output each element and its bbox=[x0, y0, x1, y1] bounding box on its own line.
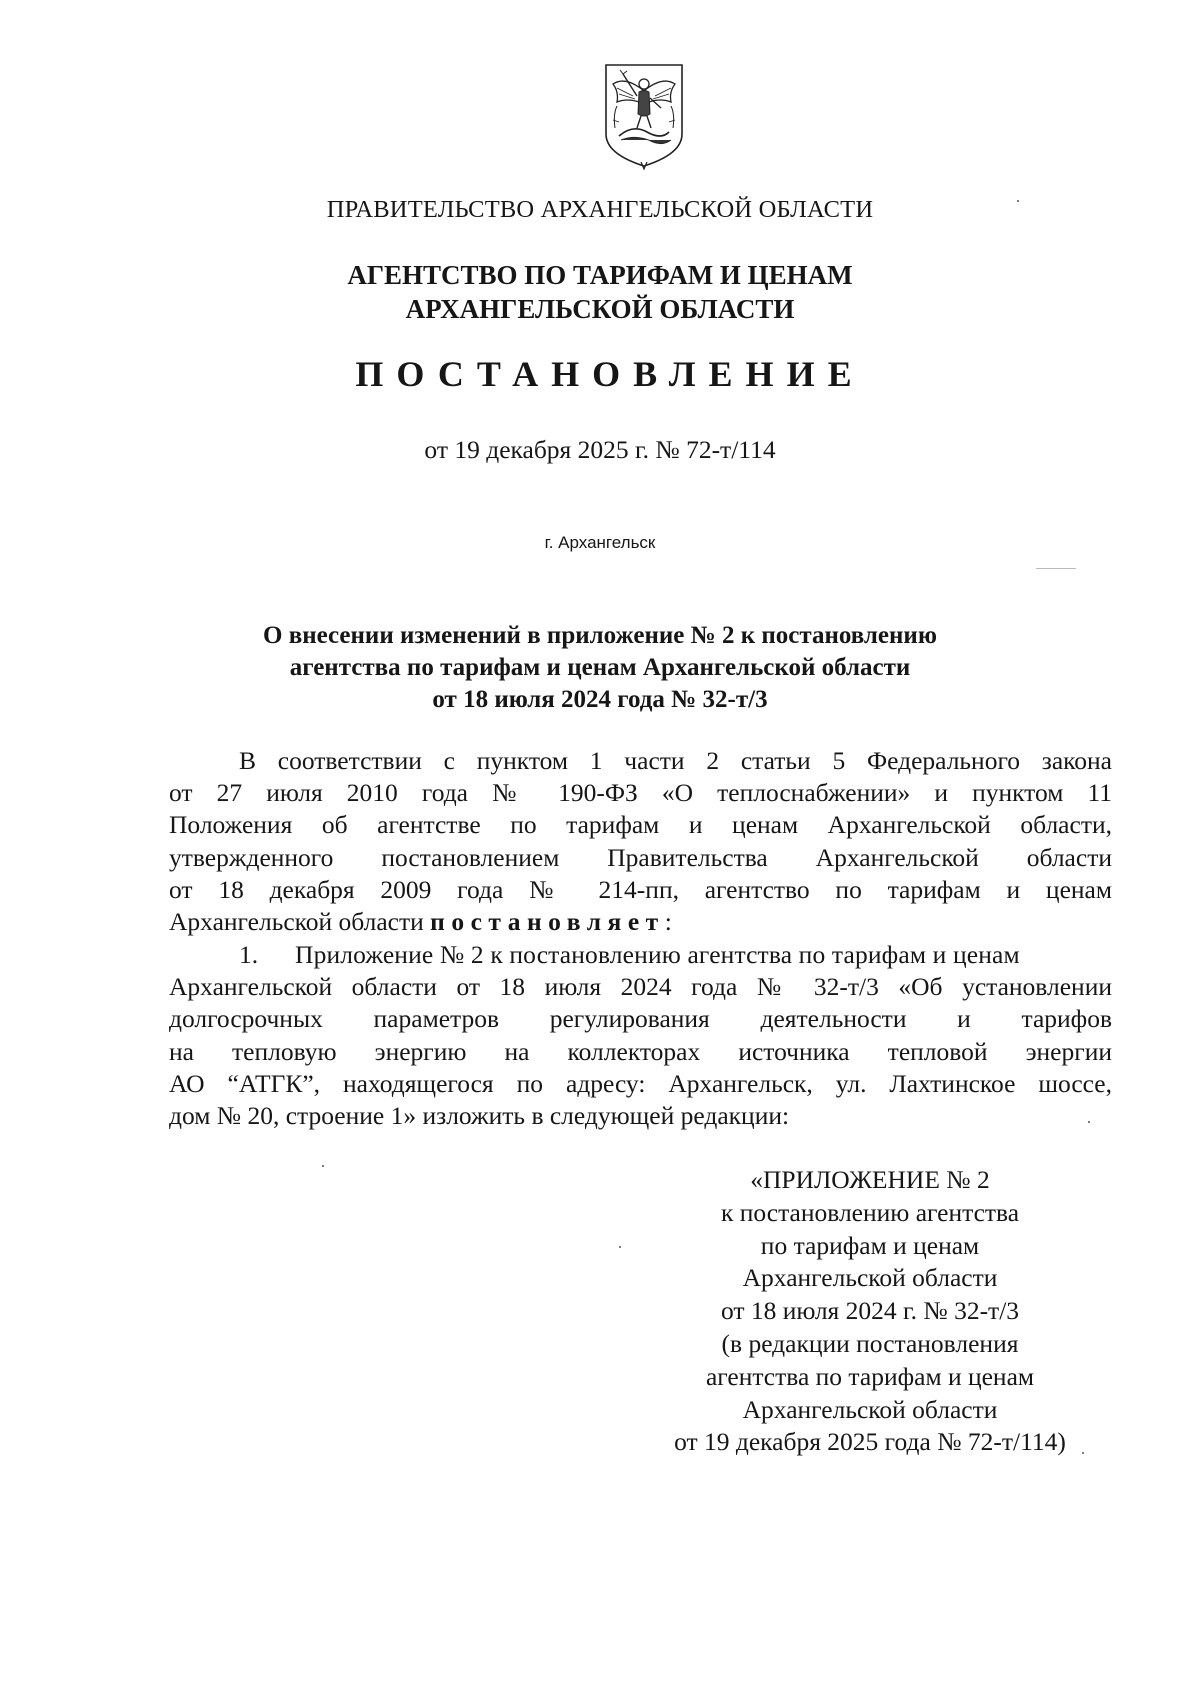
annex-line-8: Архангельской области bbox=[742, 1394, 998, 1424]
item-1-paragraph bbox=[169, 939, 1112, 1132]
annex-line-5: от 18 июля 2024 г. № 32-т/3 bbox=[720, 1296, 1020, 1326]
resolves-word: постановляет bbox=[430, 907, 665, 937]
agency-heading-line-2: АРХАНГЕЛЬСКОЙ ОБЛАСТИ bbox=[405, 294, 795, 324]
preamble-line-6-end: : bbox=[664, 907, 672, 937]
scan-speck bbox=[322, 1165, 324, 1167]
preamble-line-4: утвержденного постановлением Правительства Архангельской области bbox=[169, 842, 1112, 872]
annex-line-3: по тарифам и ценам bbox=[760, 1230, 980, 1260]
item-1-line-3: долгосрочных параметров регулирования деятельности и тарифов bbox=[169, 1004, 1112, 1034]
item-1-number: 1. bbox=[239, 940, 259, 969]
preamble-line-5: от 18 декабря 2009 года № 214-пп, агентство по тарифам и ценам bbox=[169, 874, 1112, 904]
annex-header-block bbox=[640, 1164, 1100, 1459]
agency-heading bbox=[0, 258, 1200, 326]
preamble-line-1: В соответствии с пунктом 1 части 2 статьи 5 Федерального закона bbox=[239, 746, 1112, 775]
subject-line-3: от 18 июля 2024 года № 32-т/3 bbox=[432, 686, 768, 713]
document-dateline: от 19 декабря 2025 г. № 72-т/114 bbox=[424, 435, 776, 464]
document-type-title: ПОСТАНОВЛЕНИЕ bbox=[355, 354, 865, 394]
scan-speck bbox=[1036, 568, 1076, 569]
scan-speck bbox=[619, 1246, 621, 1248]
scan-speck bbox=[1082, 1452, 1084, 1454]
document-subject bbox=[0, 620, 1200, 716]
scan-speck bbox=[1088, 1121, 1090, 1123]
item-1-line-4: на тепловую энергию на коллекторах источника тепловой энергии bbox=[169, 1036, 1112, 1066]
subject-line-1: О внесении изменений в приложение № 2 к постановлению bbox=[263, 622, 937, 649]
government-heading: ПРАВИТЕЛЬСТВО АРХАНГЕЛЬСКОЙ ОБЛАСТИ bbox=[326, 196, 874, 223]
preamble-line-3: Положения об агентстве по тарифам и ценам Архангельской области, bbox=[169, 810, 1112, 840]
item-1-line-1 bbox=[169, 939, 1112, 971]
annex-line-9: от 19 декабря 2025 года № 72-т/114) bbox=[674, 1427, 1066, 1457]
item-1-line-6: дом № 20, строение 1» изложить в следующей редакции: bbox=[169, 1101, 790, 1131]
preamble-line-2: от 27 июля 2010 года № 190-ФЗ «О теплоснабжении» и пунктом 11 bbox=[169, 778, 1112, 808]
item-1-line-2: Архангельской области от 18 июля 2024 года № 32-т/3 «Об установлении bbox=[169, 972, 1112, 1002]
preamble-line-6 bbox=[169, 906, 1112, 938]
scan-speck bbox=[1017, 200, 1019, 202]
document-city: г. Архангельск bbox=[544, 533, 656, 552]
annex-line-4: Архангельской области bbox=[742, 1263, 998, 1293]
preamble-paragraph bbox=[169, 745, 1112, 938]
agency-heading-line-1: АГЕНТСТВО ПО ТАРИФАМ И ЦЕНАМ bbox=[347, 260, 853, 290]
annex-line-7: агентства по тарифам и ценам bbox=[705, 1361, 1035, 1391]
annex-line-2: к постановлению агентства bbox=[720, 1197, 1020, 1227]
annex-line-6: (в редакции постановления bbox=[721, 1328, 1019, 1358]
preamble-line-6-start: Архангельской области bbox=[169, 907, 431, 937]
coat-of-arms-icon bbox=[603, 62, 685, 172]
item-1-line-5: АО “АТГК”, находящегося по адресу: Архангельск, ул. Лахтинское шоссе, bbox=[169, 1068, 1112, 1098]
subject-line-2: агентства по тарифам и ценам Архангельской области bbox=[289, 654, 911, 681]
annex-line-1: «ПРИЛОЖЕНИЕ № 2 bbox=[750, 1165, 990, 1194]
item-1-line-1-text: Приложение № 2 к постановлению агентства по тарифам и ценам bbox=[295, 940, 1020, 969]
